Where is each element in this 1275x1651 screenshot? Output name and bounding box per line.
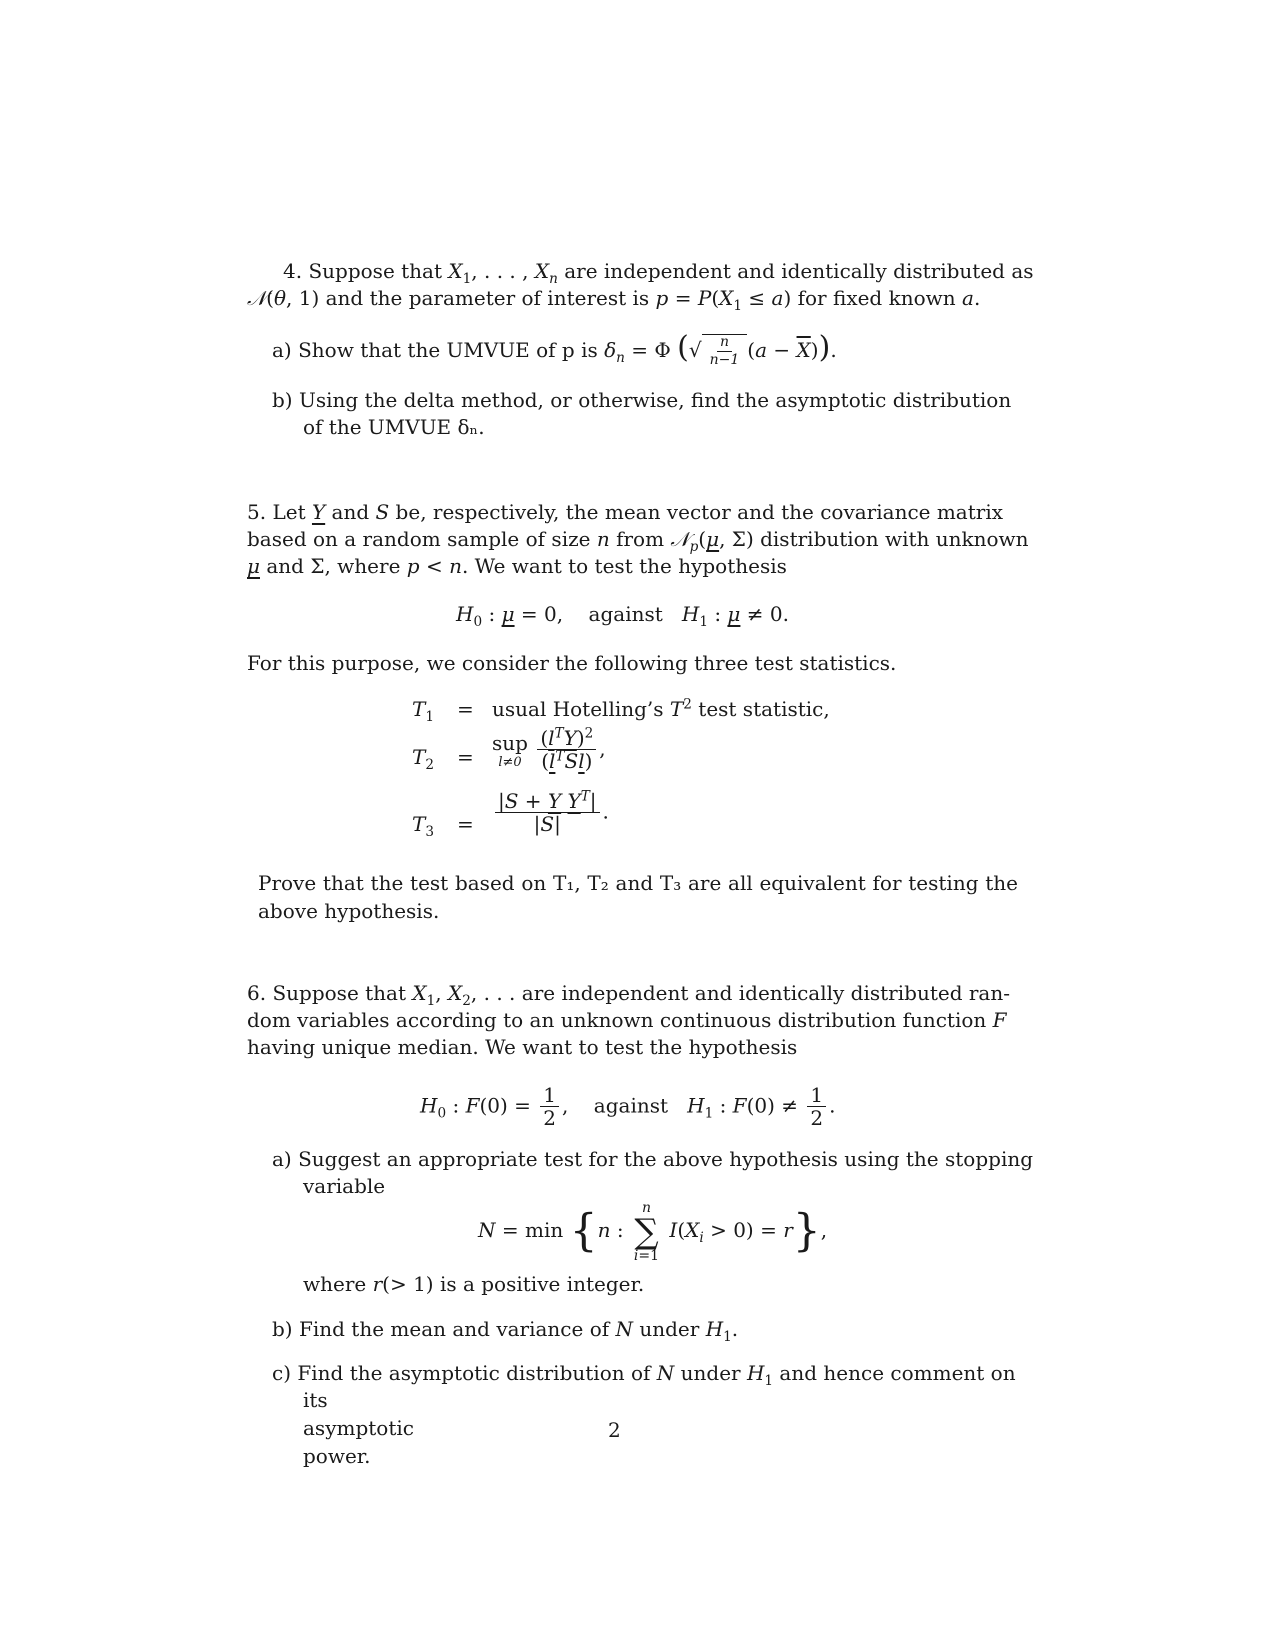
q6-b-label: b): [272, 1317, 293, 1341]
q6-part-a: [272, 1145, 1033, 1173]
q4-a-formula: $\delta_n = \Phi$ (√ $\frac{n}{n-1}$ $(a - \overline{X})$).: [604, 330, 837, 368]
q4-intro-line-1: 4. Suppose that $X_1$, . . . , $X_n$ are independent and identically distributed as: [283, 259, 1034, 287]
q6-c-text-2: its asymptotic power.: [303, 1388, 414, 1468]
q5-t1-row: $T_1$ = usual Hotelling’s $T^2$ test statistic,: [412, 696, 830, 725]
q6-a-text-2: variable: [303, 1174, 386, 1198]
q4-number: 4.: [283, 259, 303, 283]
q4-b-label: b): [272, 388, 293, 412]
q6-intro-line-1: 6. Suppose that $X_1$, $X_2$, . . . are independent and identically distributed ran-: [247, 981, 1010, 1009]
page-number: 2: [608, 1418, 621, 1442]
q6-part-b: b) Find the mean and variance of N under $H_1$.: [272, 1317, 739, 1345]
q6-number: 6.: [247, 981, 267, 1005]
q4-intro-line-2: 𝒩(θ, 1) and the parameter of interest is $p = P(X_1 \le a)$ for fixed known a.: [247, 286, 981, 314]
q6-where: where r(> 1) is a positive integer.: [303, 1272, 645, 1296]
q5-intro-line-1: 5. Let Y and S be, respectively, the mean vector and the covariance matrix: [247, 500, 1004, 524]
q6-a-label: a): [272, 1147, 292, 1171]
q5-against: against: [588, 602, 663, 626]
q4-a-text: Show that the UMVUE of p is: [298, 338, 598, 362]
q5-prove: Prove that the test based on T₁, T₂ and T₃ are all equivalent for testing the above hypothesis.: [258, 871, 1018, 923]
q6-part-c: c) Find the asymptotic distribution of N under $H_1$ and hence comment on: [272, 1361, 1016, 1389]
q5-intro-line-2: based on a random sample of size n from 𝒩$_p$(μ, Σ) distribution with unknown: [247, 527, 1029, 555]
q5-intro-line-3: μ and Σ, where p < n. We want to test the hypothesis: [247, 554, 787, 578]
q5-t3-row: $T_3$ = $\frac{|S + Y Y^T|}{|S|}$ .: [412, 788, 609, 840]
q6-stopping-variable: N = min {n : n ∑ i=1 $I(X_i > 0) = r$},: [478, 1199, 828, 1264]
q4-a-label: a): [272, 338, 292, 362]
q6-intro-line-3: having unique median. We want to test the hypothesis: [247, 1035, 798, 1059]
q6-hypothesis: $H_0$ : F(0) = $\frac{1}{2}$ , against $H_1$ : F(0) ≠ $\frac{1}{2}$ .: [420, 1083, 836, 1130]
q4-part-b: [272, 386, 1011, 414]
q5-t2-row: $T_2$ = sup l≠0 $\frac{(l^TY)^2}{(l^TSl)}$ ,: [412, 725, 606, 773]
q5-hypothesis: $H_0$ : μ = 0, against $H_1$ : μ ≠ 0.: [456, 602, 789, 630]
q4-b-text-2: of the UMVUE δₙ.: [303, 415, 485, 439]
q6-c-label: c): [272, 1361, 292, 1385]
q5-number: 5.: [247, 500, 267, 524]
q6-against: against: [593, 1093, 669, 1118]
q4-b-text-1: Using the delta method, or otherwise, find the asymptotic distribution: [298, 388, 1012, 412]
q5-t1-text: usual Hotelling’s $T^2$ test statistic,: [492, 696, 830, 721]
q6-intro-line-2: dom variables according to an unknown continuous distribution function F: [247, 1008, 1007, 1032]
q5-purpose: For this purpose, we consider the following three test statistics.: [247, 651, 897, 675]
q4-part-a: [272, 330, 837, 368]
q6-a-text-1: Suggest an appropriate test for the above hypothesis using the stopping: [298, 1147, 1034, 1171]
